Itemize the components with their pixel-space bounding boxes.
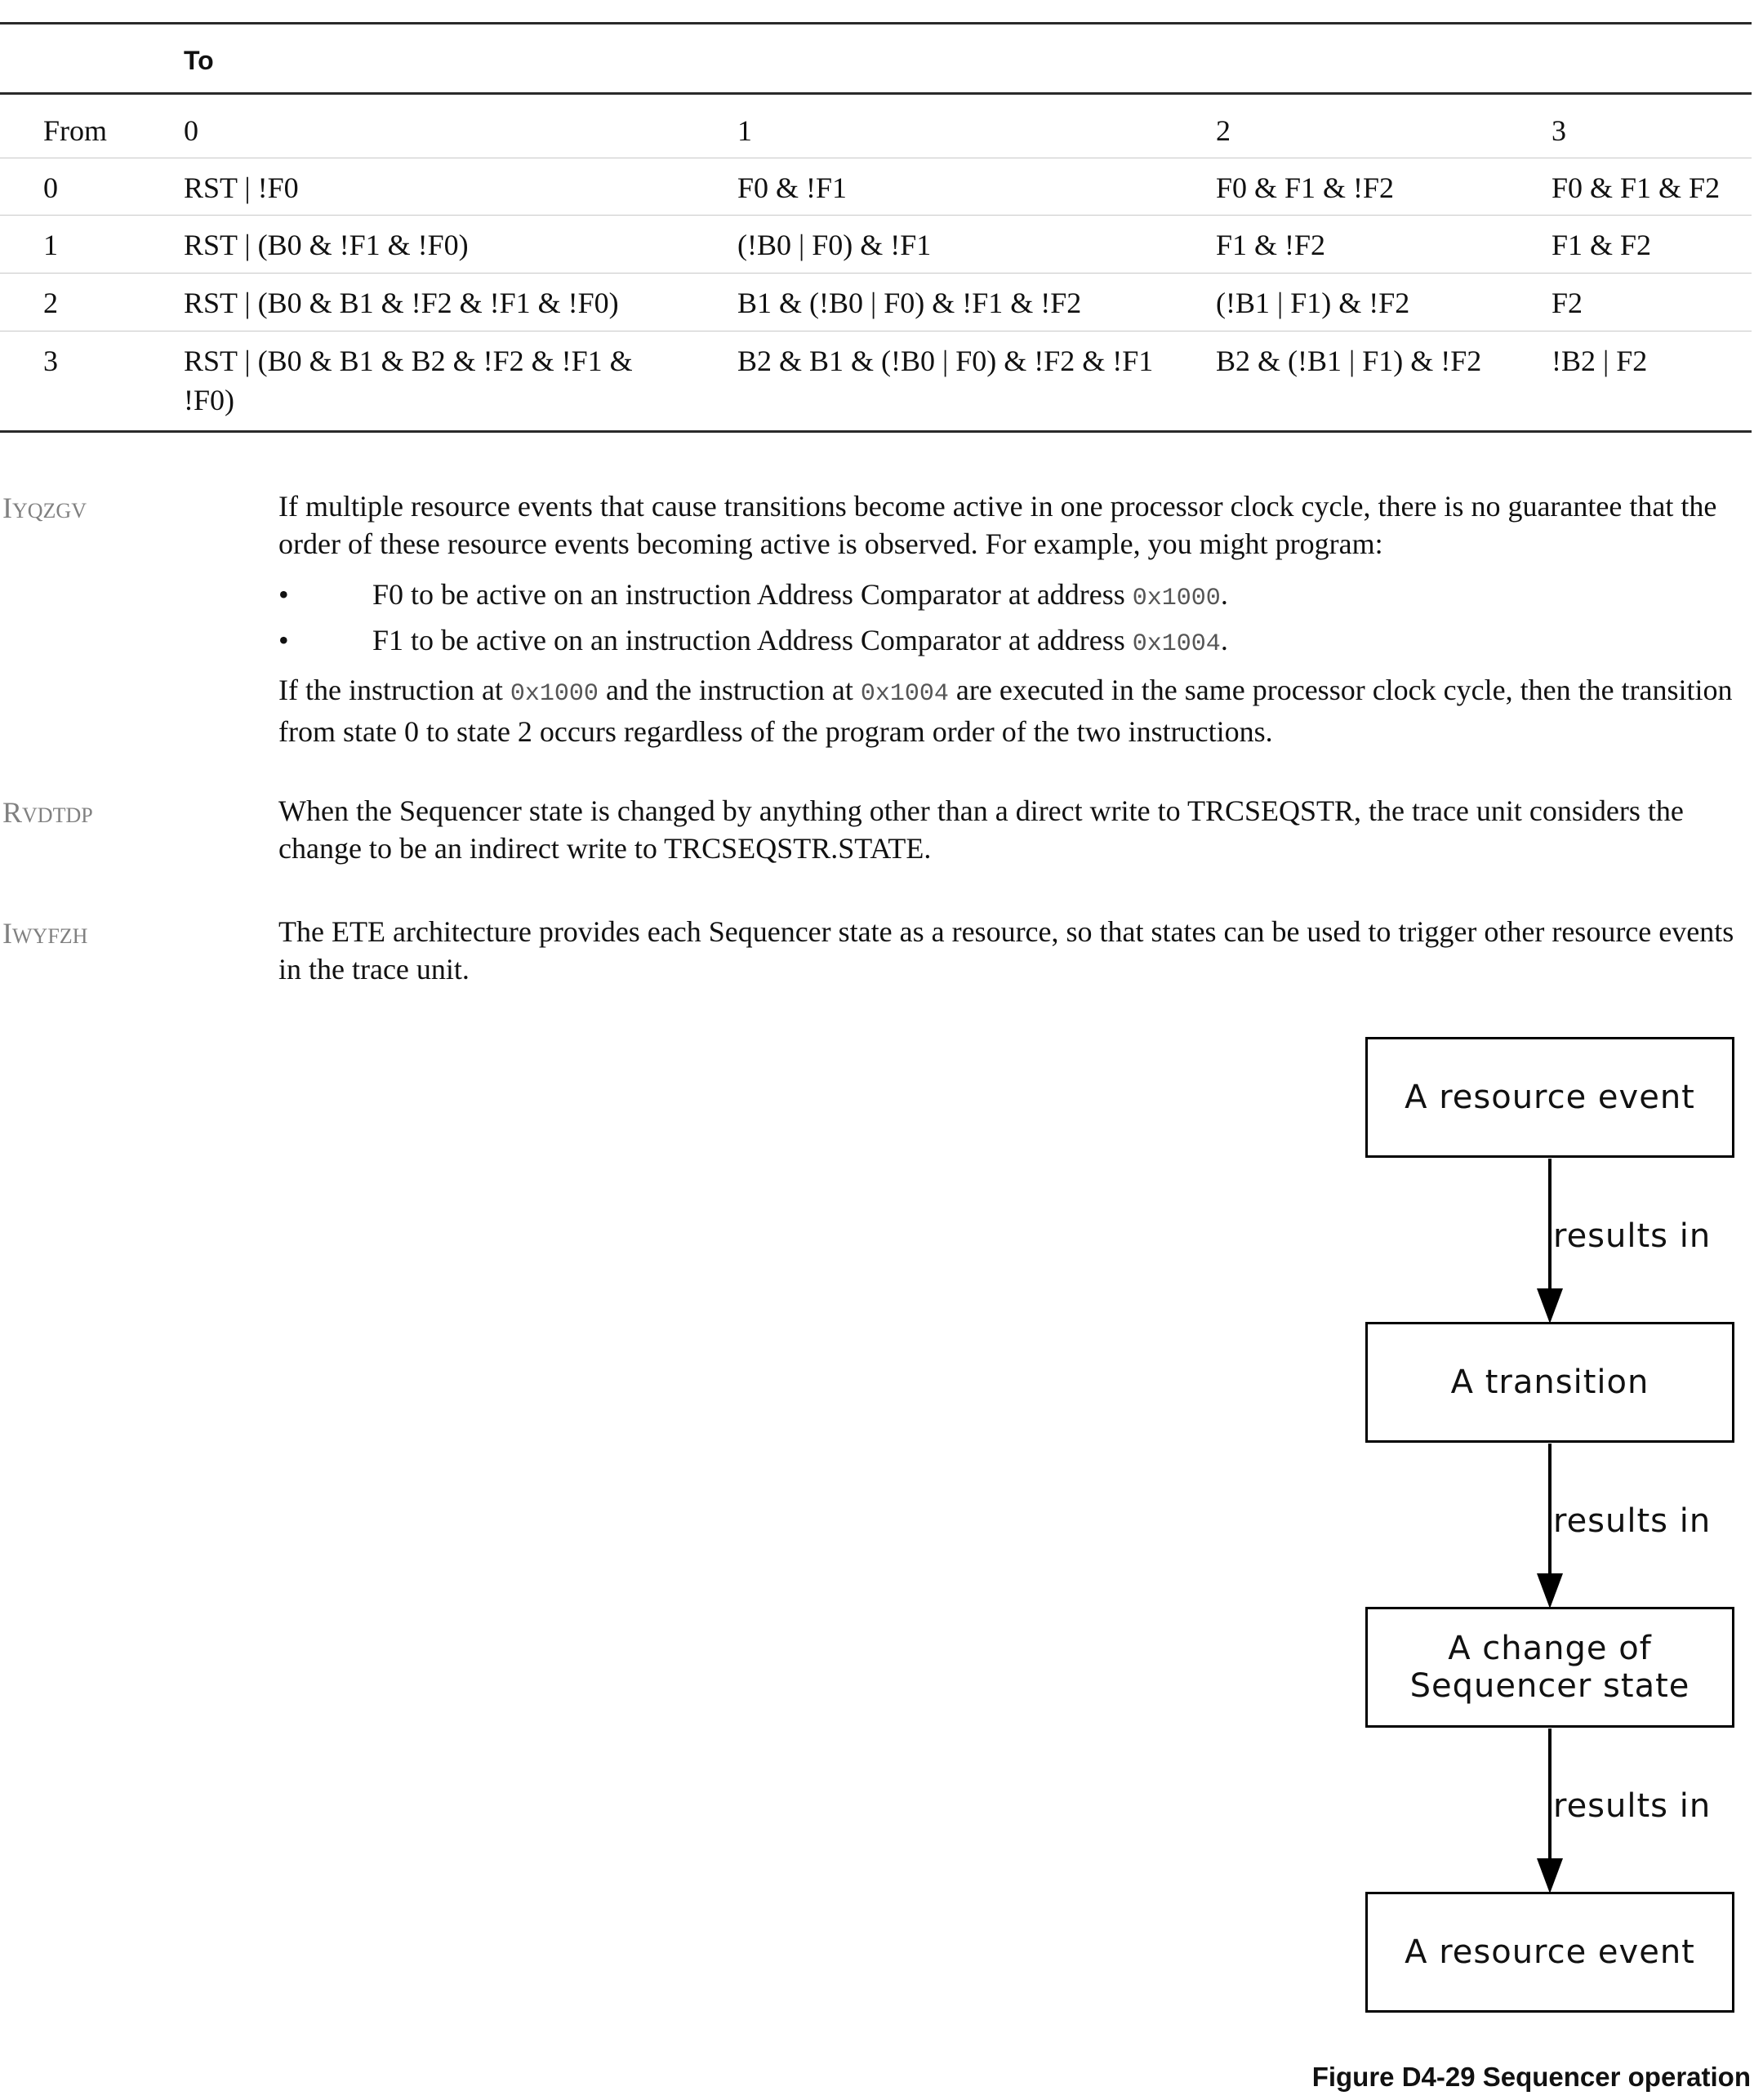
table-cell: (!B1 | F1) & !F2: [1216, 287, 1410, 319]
bullet-text-part: F0 to be active on an instruction Address Comparator at address: [372, 578, 1133, 611]
paragraph-text: The ETE architecture provides each Sequencer state as a resource, so that states can be used to trigger other resource events in the trace unit.: [278, 915, 1734, 985]
table-cell: B1 & (!B0 | F0) & !F1 & !F2: [737, 287, 1082, 319]
bullet-end: .: [1220, 624, 1228, 656]
edge-label: results in: [1553, 1787, 1712, 1825]
text-run: are executed in the same processor clock cycle, then the transition from state 0 to state 2 occurs regardless of the program order of the two instructions.: [278, 674, 1733, 748]
table-cell: F1 & F2: [1552, 229, 1652, 261]
flow-node-transition: [1365, 1322, 1734, 1443]
inline-code: 0x1000: [1132, 585, 1221, 612]
table-cell: 1: [43, 229, 58, 261]
flow-node-resource-event: [1365, 1037, 1734, 1158]
table-cell: 0: [43, 171, 58, 204]
table-cell: F0 & F1 & F2: [1552, 171, 1721, 204]
table-cell-continuation: !F0): [184, 384, 234, 416]
rule-id-letter: R: [2, 796, 23, 829]
table-cell: B2 & (!B1 | F1) & !F2: [1216, 345, 1482, 377]
table-header-col: 3: [1552, 114, 1566, 147]
flow-node-state-change: [1365, 1607, 1734, 1728]
table-cell: RST | (B0 & B1 & B2 & !F2 & !F1 &: [184, 345, 633, 377]
inline-code: 0x1000: [510, 680, 599, 708]
rule-id-letter: I: [2, 917, 12, 950]
table-cell: F0 & F1 & !F2: [1216, 171, 1395, 204]
node-label: A resource event: [1405, 1933, 1695, 1971]
table-cell: RST | (B0 & B1 & !F2 & !F1 & !F0): [184, 287, 619, 319]
table-cell: F2: [1552, 287, 1583, 319]
table-header-from: From: [43, 114, 108, 147]
table-cell: 2: [43, 287, 58, 319]
edge-label: results in: [1553, 1502, 1712, 1540]
rule-id-code: YQZGV: [12, 499, 87, 523]
bullet-text-part: F1 to be active on an instruction Address Comparator at address: [372, 624, 1133, 656]
table-header-col: 2: [1216, 114, 1231, 147]
rule-id-code: VDTDP: [22, 803, 93, 827]
inline-code: 0x1004: [860, 680, 949, 708]
table-cell: F1 & !F2: [1216, 229, 1326, 261]
inline-code: 0x1004: [1132, 630, 1221, 658]
table-cell: B2 & B1 & (!B0 | F0) & !F2 & !F1: [737, 345, 1154, 377]
table-cell: RST | (B0 & !F1 & !F0): [184, 229, 469, 261]
flow-node-resource-event: [1365, 1892, 1734, 2013]
bullet-end: .: [1220, 578, 1228, 611]
table-header-col: 0: [184, 114, 198, 147]
table-cell: !B2 | F2: [1552, 345, 1648, 377]
node-label-line: A change of: [1448, 1630, 1652, 1667]
bullet-dot: •: [278, 578, 289, 611]
rule-id-code: WYFZH: [12, 924, 88, 948]
edge-label: results in: [1553, 1217, 1712, 1255]
figure-caption: Figure D4-29 Sequencer operation: [1311, 2062, 1751, 2092]
node-label: A transition: [1450, 1364, 1649, 1401]
table-cell: (!B0 | F0) & !F1: [737, 229, 932, 261]
table-header-col: 1: [737, 114, 752, 147]
text-run: If the instruction at: [278, 674, 510, 706]
paragraph-text: When the Sequencer state is changed by anything other than a direct write to TRCSEQSTR, the trace unit considers the change to be an indirect write to TRCSEQSTR.STATE.: [278, 794, 1684, 865]
bullet-dot: •: [278, 624, 289, 656]
node-label-line: Sequencer state: [1409, 1667, 1690, 1705]
text-run: and the instruction at: [598, 674, 861, 706]
table-cell: F0 & !F1: [737, 171, 848, 204]
table-to-header: To: [184, 46, 214, 75]
rule-id-letter: I: [2, 492, 12, 524]
node-label: A resource event: [1405, 1079, 1695, 1116]
table-cell: 3: [43, 345, 58, 377]
node-label: [1410, 1630, 1690, 1705]
table-cell: RST | !F0: [184, 171, 299, 204]
paragraph-text: If multiple resource events that cause transitions become active in one processor clock cycle, there is no guarantee that the order of these resource events becoming active is observed. For example, you might program:: [278, 490, 1717, 560]
